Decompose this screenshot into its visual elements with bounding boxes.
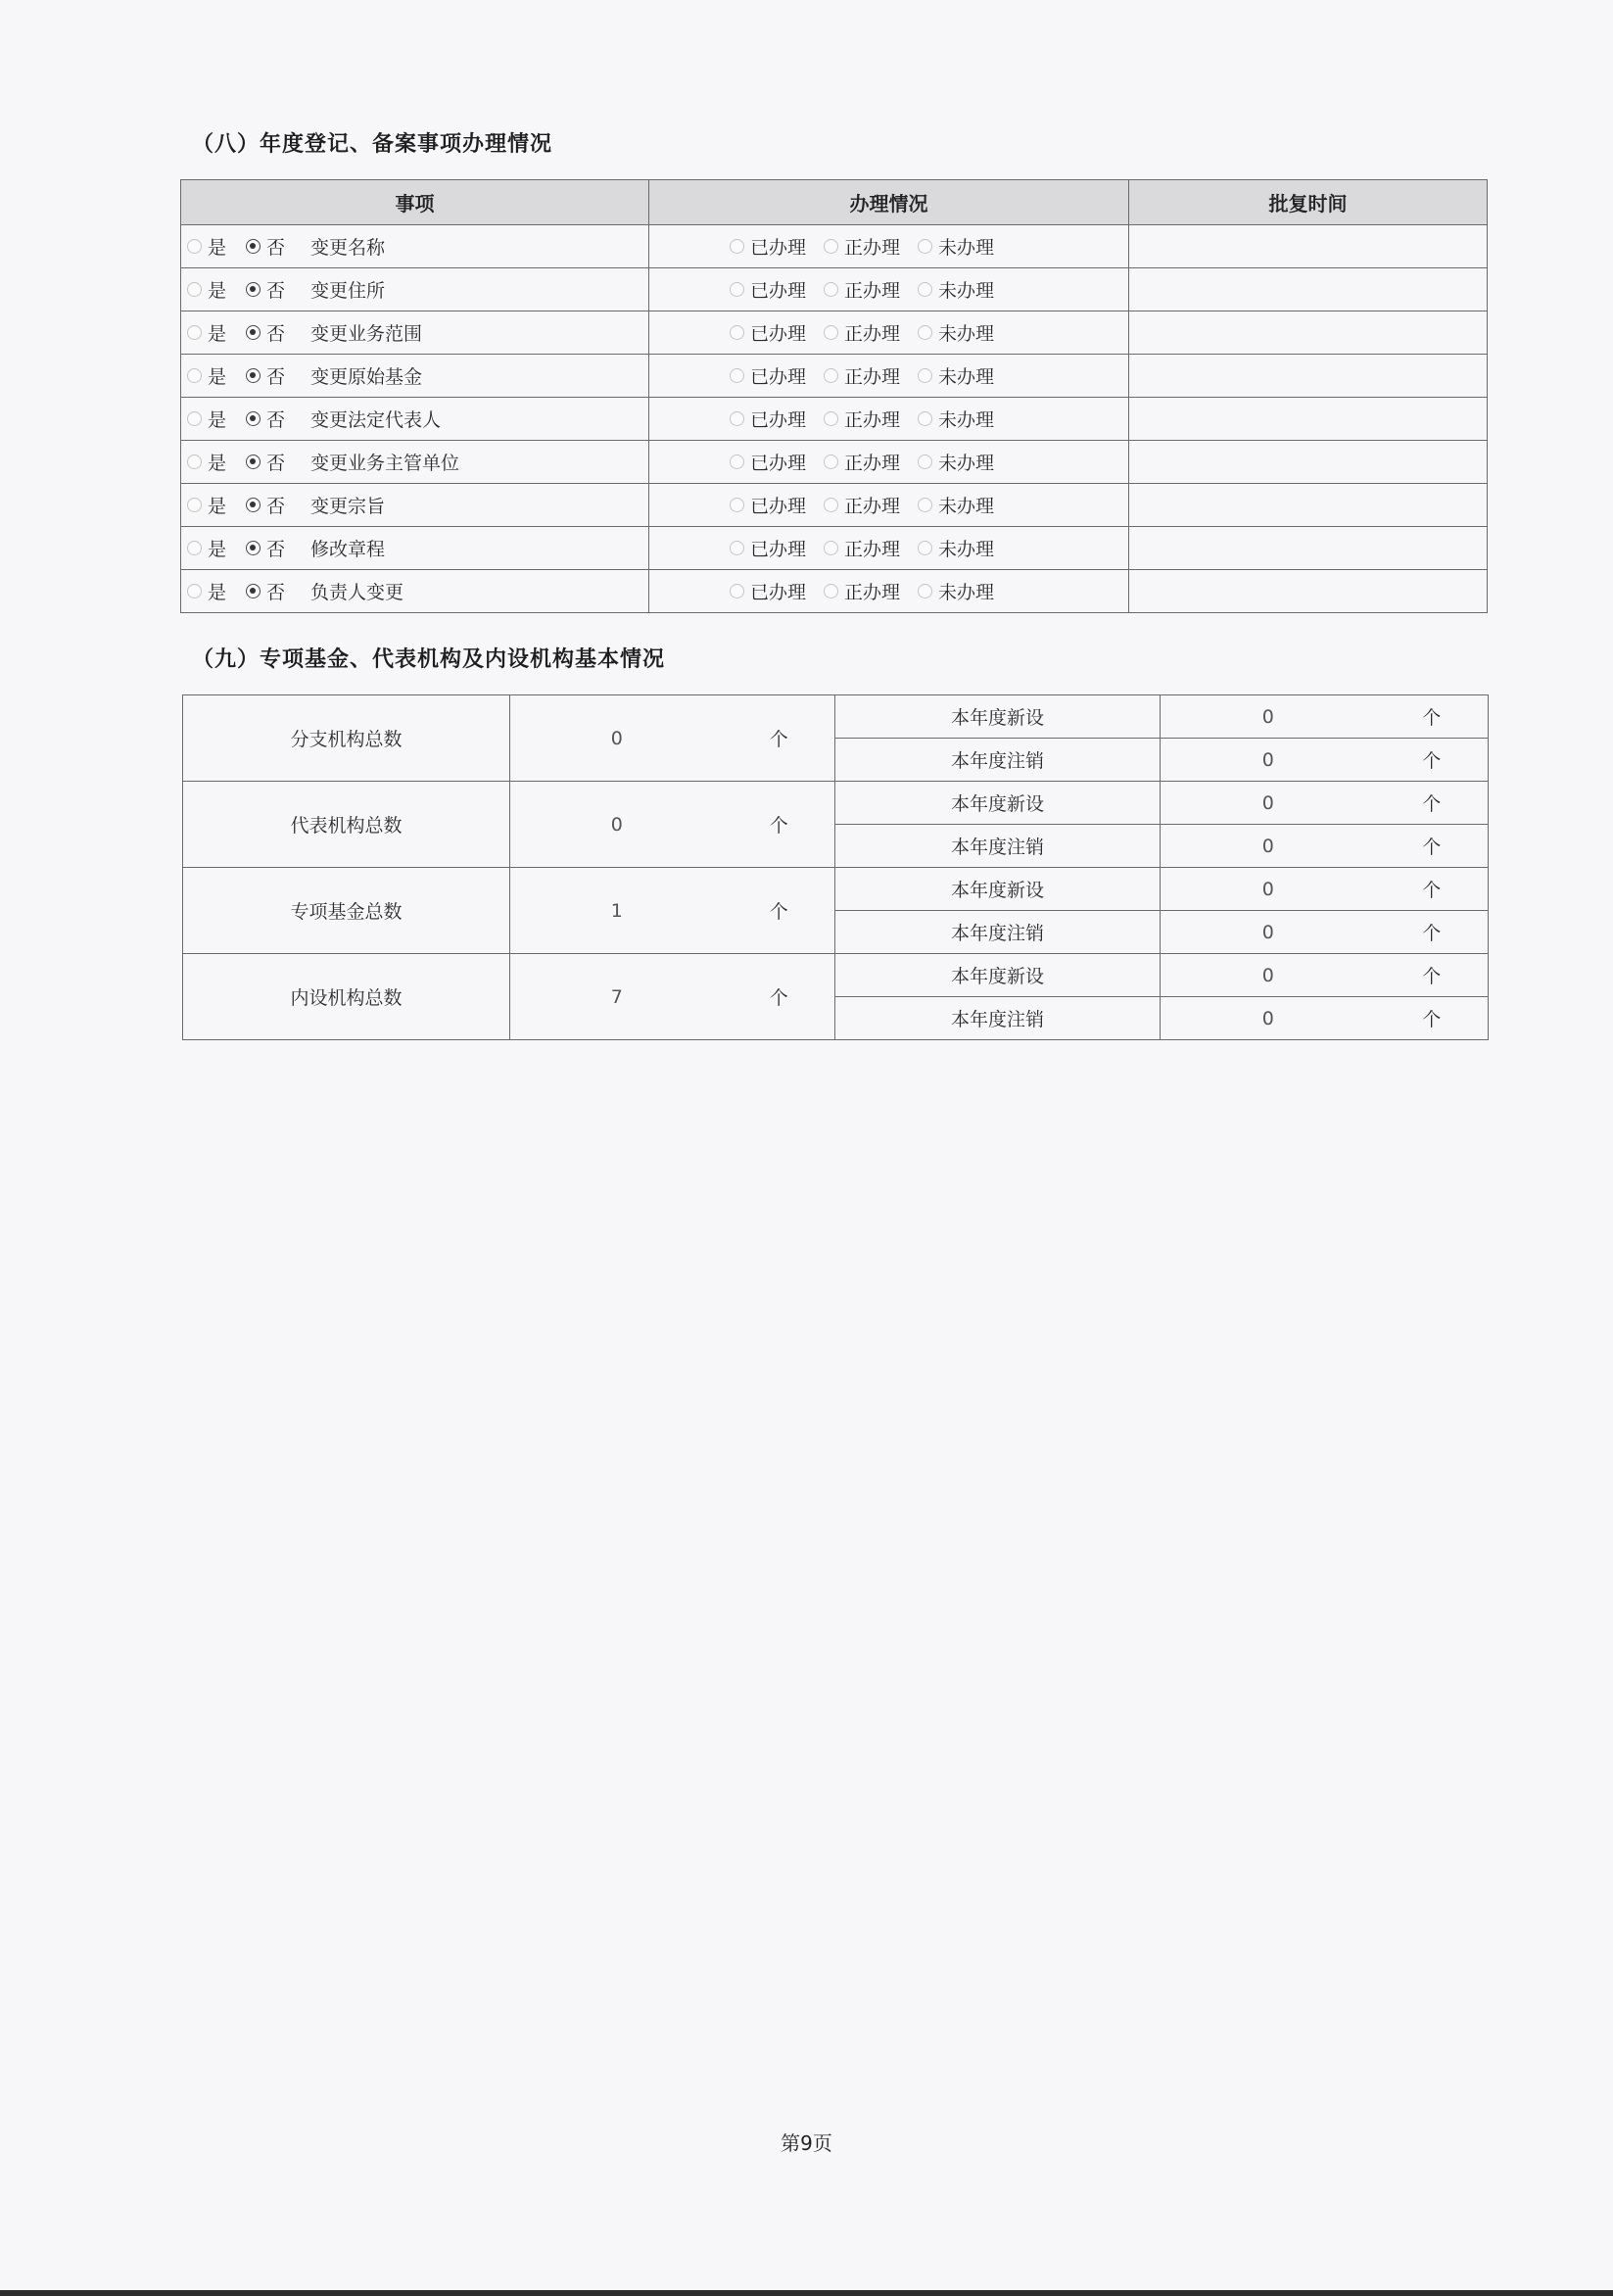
group-name: 分支机构总数 xyxy=(183,695,510,782)
approval-time-cell xyxy=(1129,570,1488,613)
institutions-table xyxy=(182,694,1489,1040)
item-name: 变更原始基金 xyxy=(310,366,423,388)
status-radio-0[interactable] xyxy=(730,584,744,598)
status-option-label: 未办理 xyxy=(938,582,995,603)
item-name: 变更业务主管单位 xyxy=(310,453,460,474)
table-row xyxy=(183,868,1489,911)
status-radio-1[interactable] xyxy=(824,541,838,555)
table-row xyxy=(181,225,1488,268)
status-radio-1[interactable] xyxy=(824,454,838,469)
status-radio-2[interactable] xyxy=(918,541,932,555)
status-radio-0[interactable] xyxy=(730,325,744,340)
unit-label: 个 xyxy=(1376,825,1489,868)
new-label: 本年度新设 xyxy=(835,695,1161,739)
status-cell xyxy=(649,311,1129,355)
cancel-label: 本年度注销 xyxy=(835,739,1161,782)
table-row xyxy=(183,695,1489,739)
header-approval-time: 批复时间 xyxy=(1129,180,1488,225)
status-radio-1[interactable] xyxy=(824,584,838,598)
status-radio-1[interactable] xyxy=(824,325,838,340)
table-row xyxy=(181,268,1488,311)
item-name: 变更宗旨 xyxy=(310,496,386,517)
table-row xyxy=(183,782,1489,825)
yes-label: 是 xyxy=(208,237,227,259)
item-cell xyxy=(181,441,649,484)
new-count: 0 xyxy=(1161,868,1376,911)
unit-label: 个 xyxy=(1376,739,1489,782)
cancel-count: 0 xyxy=(1161,997,1376,1040)
status-radio-0[interactable] xyxy=(730,411,744,426)
no-radio-selected[interactable] xyxy=(246,368,261,383)
no-label: 否 xyxy=(266,323,286,345)
yes-label: 是 xyxy=(208,409,227,431)
yes-radio[interactable] xyxy=(187,239,202,254)
no-radio-selected[interactable] xyxy=(246,282,261,297)
cancel-count: 0 xyxy=(1161,825,1376,868)
approval-time-cell xyxy=(1129,484,1488,527)
status-option-label: 已办理 xyxy=(750,280,807,302)
status-radio-1[interactable] xyxy=(824,368,838,383)
status-cell xyxy=(649,441,1129,484)
new-count: 0 xyxy=(1161,954,1376,997)
group-count: 1 xyxy=(510,868,724,954)
unit-label: 个 xyxy=(1376,782,1489,825)
status-option-label: 已办理 xyxy=(750,539,807,560)
yes-label: 是 xyxy=(208,366,227,388)
yes-radio[interactable] xyxy=(187,368,202,383)
status-radio-0[interactable] xyxy=(730,498,744,512)
approval-time-cell xyxy=(1129,355,1488,398)
status-radio-2[interactable] xyxy=(918,325,932,340)
status-radio-1[interactable] xyxy=(824,282,838,297)
section-8-title: （八）年度登记、备案事项办理情况 xyxy=(192,132,553,157)
status-cell xyxy=(649,398,1129,441)
new-label: 本年度新设 xyxy=(835,868,1161,911)
status-radio-2[interactable] xyxy=(918,282,932,297)
section-9-title: （九）专项基金、代表机构及内设机构基本情况 xyxy=(192,647,666,672)
item-name: 负责人变更 xyxy=(310,582,404,603)
item-cell xyxy=(181,570,649,613)
status-option-label: 正办理 xyxy=(844,582,901,603)
cancel-count: 0 xyxy=(1161,739,1376,782)
status-radio-2[interactable] xyxy=(918,584,932,598)
registration-items-table xyxy=(180,179,1488,613)
cancel-label: 本年度注销 xyxy=(835,911,1161,954)
item-cell xyxy=(181,268,649,311)
status-radio-2[interactable] xyxy=(918,411,932,426)
status-option-label: 已办理 xyxy=(750,323,807,345)
yes-label: 是 xyxy=(208,539,227,560)
status-option-label: 正办理 xyxy=(844,280,901,302)
status-radio-2[interactable] xyxy=(918,368,932,383)
status-option-label: 已办理 xyxy=(750,366,807,388)
no-radio-selected[interactable] xyxy=(246,325,261,340)
item-cell xyxy=(181,484,649,527)
status-option-label: 已办理 xyxy=(750,453,807,474)
yes-radio[interactable] xyxy=(187,498,202,512)
status-option-label: 未办理 xyxy=(938,496,995,517)
status-option-label: 正办理 xyxy=(844,496,901,517)
table-row xyxy=(181,527,1488,570)
unit-label: 个 xyxy=(1376,997,1489,1040)
approval-time-cell xyxy=(1129,268,1488,311)
yes-label: 是 xyxy=(208,496,227,517)
status-option-label: 正办理 xyxy=(844,366,901,388)
group-name: 代表机构总数 xyxy=(183,782,510,868)
unit-label: 个 xyxy=(1376,954,1489,997)
approval-time-cell xyxy=(1129,311,1488,355)
status-option-label: 正办理 xyxy=(844,409,901,431)
status-option-label: 未办理 xyxy=(938,280,995,302)
new-label: 本年度新设 xyxy=(835,782,1161,825)
status-option-label: 正办理 xyxy=(844,323,901,345)
status-cell xyxy=(649,355,1129,398)
cancel-count: 0 xyxy=(1161,911,1376,954)
status-cell xyxy=(649,225,1129,268)
yes-label: 是 xyxy=(208,453,227,474)
no-label: 否 xyxy=(266,496,286,517)
status-option-label: 未办理 xyxy=(938,323,995,345)
status-option-label: 未办理 xyxy=(938,409,995,431)
table-row xyxy=(181,484,1488,527)
yes-radio[interactable] xyxy=(187,584,202,598)
no-radio-selected[interactable] xyxy=(246,541,261,555)
unit-label: 个 xyxy=(1376,911,1489,954)
status-option-label: 未办理 xyxy=(938,453,995,474)
status-radio-2[interactable] xyxy=(918,454,932,469)
scan-edge xyxy=(0,2290,1613,2296)
yes-label: 是 xyxy=(208,323,227,345)
status-cell xyxy=(649,570,1129,613)
new-count: 0 xyxy=(1161,782,1376,825)
approval-time-cell xyxy=(1129,398,1488,441)
item-cell xyxy=(181,355,649,398)
page-number: 第9页 xyxy=(781,2131,832,2155)
header-item: 事项 xyxy=(181,180,649,225)
status-radio-0[interactable] xyxy=(730,368,744,383)
no-radio-selected[interactable] xyxy=(246,239,261,254)
no-radio-selected[interactable] xyxy=(246,411,261,426)
no-radio-selected[interactable] xyxy=(246,584,261,598)
yes-radio[interactable] xyxy=(187,454,202,469)
item-cell xyxy=(181,311,649,355)
item-name: 变更业务范围 xyxy=(310,323,423,345)
group-name: 内设机构总数 xyxy=(183,954,510,1040)
table-header-row xyxy=(181,180,1488,225)
table-row xyxy=(181,398,1488,441)
unit-label: 个 xyxy=(724,782,835,868)
status-radio-0[interactable] xyxy=(730,239,744,254)
unit-label: 个 xyxy=(1376,868,1489,911)
status-cell xyxy=(649,484,1129,527)
unit-label: 个 xyxy=(724,695,835,782)
status-option-label: 正办理 xyxy=(844,539,901,560)
new-count: 0 xyxy=(1161,695,1376,739)
no-radio-selected[interactable] xyxy=(246,454,261,469)
status-option-label: 未办理 xyxy=(938,539,995,560)
status-option-label: 已办理 xyxy=(750,237,807,259)
item-name: 修改章程 xyxy=(310,539,386,560)
cancel-label: 本年度注销 xyxy=(835,997,1161,1040)
status-option-label: 已办理 xyxy=(750,496,807,517)
table-row xyxy=(181,355,1488,398)
header-status: 办理情况 xyxy=(649,180,1129,225)
status-radio-0[interactable] xyxy=(730,282,744,297)
status-radio-0[interactable] xyxy=(730,454,744,469)
table-row xyxy=(181,311,1488,355)
item-name: 变更名称 xyxy=(310,237,386,259)
yes-radio[interactable] xyxy=(187,411,202,426)
table-row xyxy=(181,570,1488,613)
status-option-label: 正办理 xyxy=(844,453,901,474)
no-label: 否 xyxy=(266,237,286,259)
item-name: 变更法定代表人 xyxy=(310,409,442,431)
approval-time-cell xyxy=(1129,225,1488,268)
status-option-label: 已办理 xyxy=(750,582,807,603)
item-cell xyxy=(181,527,649,570)
status-cell xyxy=(649,527,1129,570)
no-radio-selected[interactable] xyxy=(246,498,261,512)
status-option-label: 正办理 xyxy=(844,237,901,259)
yes-radio[interactable] xyxy=(187,282,202,297)
unit-label: 个 xyxy=(1376,695,1489,739)
unit-label: 个 xyxy=(724,954,835,1040)
status-radio-2[interactable] xyxy=(918,498,932,512)
group-count: 7 xyxy=(510,954,724,1040)
status-radio-1[interactable] xyxy=(824,411,838,426)
item-name: 变更住所 xyxy=(310,280,386,302)
yes-label: 是 xyxy=(208,582,227,603)
status-radio-1[interactable] xyxy=(824,498,838,512)
table-row xyxy=(183,954,1489,997)
item-cell xyxy=(181,398,649,441)
cancel-label: 本年度注销 xyxy=(835,825,1161,868)
no-label: 否 xyxy=(266,280,286,302)
yes-radio[interactable] xyxy=(187,541,202,555)
approval-time-cell xyxy=(1129,527,1488,570)
status-radio-2[interactable] xyxy=(918,239,932,254)
group-count: 0 xyxy=(510,695,724,782)
status-option-label: 未办理 xyxy=(938,237,995,259)
group-count: 0 xyxy=(510,782,724,868)
no-label: 否 xyxy=(266,539,286,560)
no-label: 否 xyxy=(266,453,286,474)
item-cell xyxy=(181,225,649,268)
approval-time-cell xyxy=(1129,441,1488,484)
no-label: 否 xyxy=(266,582,286,603)
status-radio-1[interactable] xyxy=(824,239,838,254)
table-row xyxy=(181,441,1488,484)
yes-radio[interactable] xyxy=(187,325,202,340)
new-label: 本年度新设 xyxy=(835,954,1161,997)
status-cell xyxy=(649,268,1129,311)
unit-label: 个 xyxy=(724,868,835,954)
group-name: 专项基金总数 xyxy=(183,868,510,954)
status-option-label: 已办理 xyxy=(750,409,807,431)
status-radio-0[interactable] xyxy=(730,541,744,555)
yes-label: 是 xyxy=(208,280,227,302)
no-label: 否 xyxy=(266,409,286,431)
status-option-label: 未办理 xyxy=(938,366,995,388)
no-label: 否 xyxy=(266,366,286,388)
